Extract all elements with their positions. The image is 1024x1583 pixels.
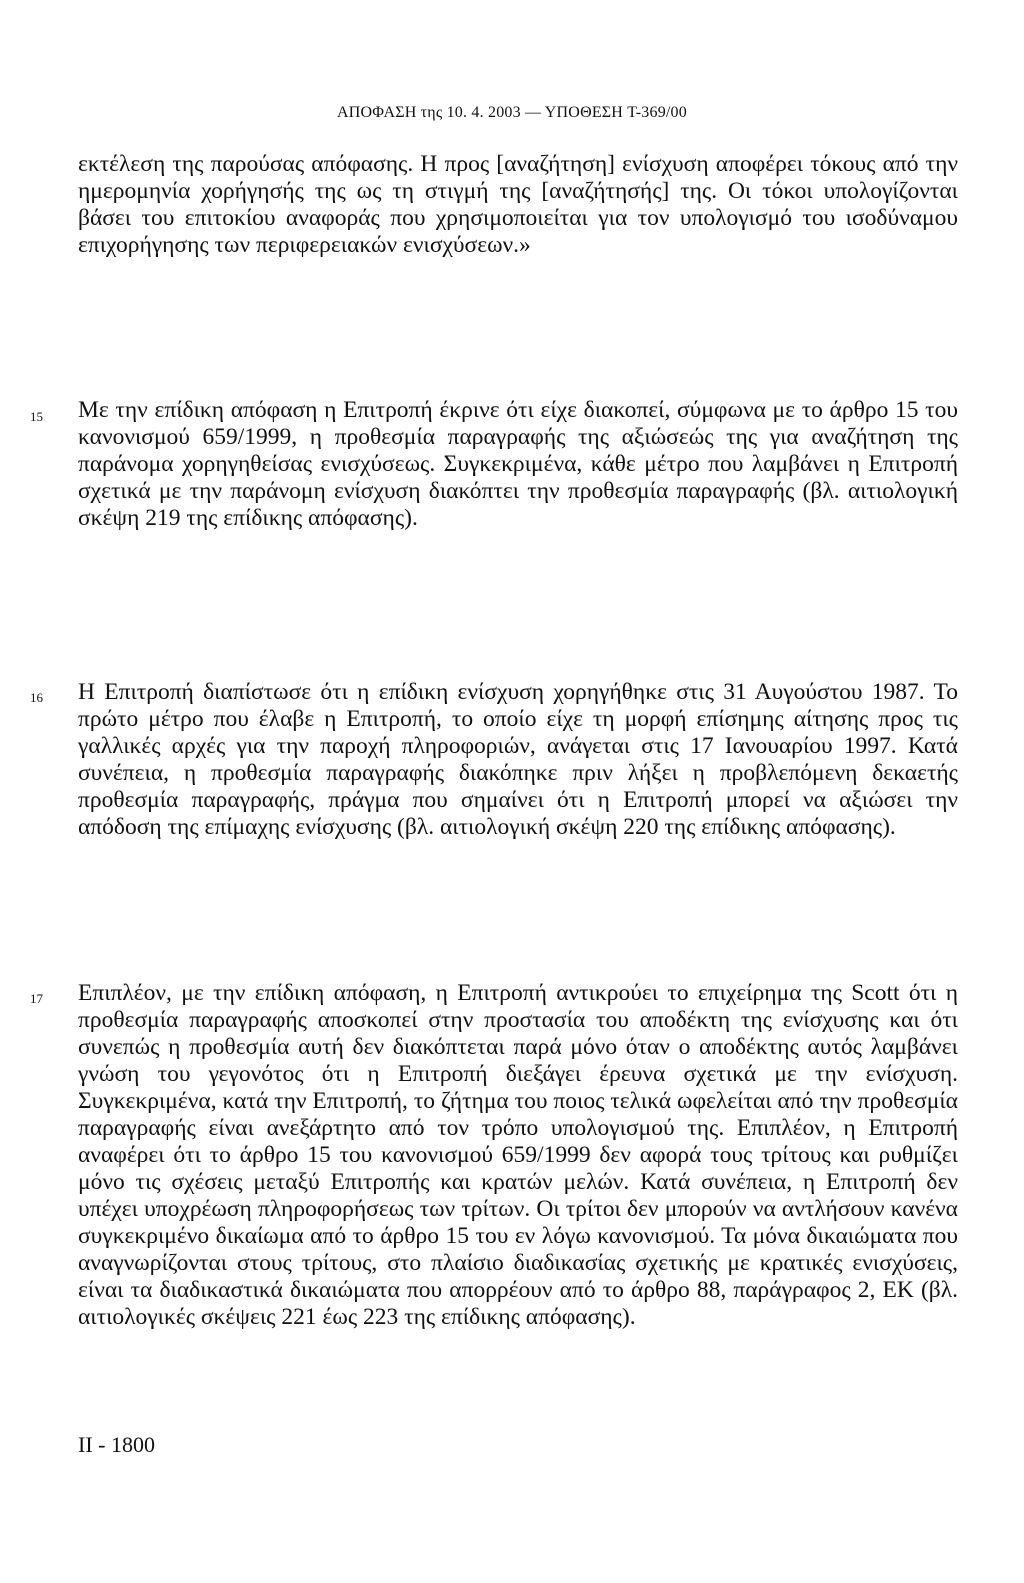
paragraph-17: Επιπλέον, με την επίδικη απόφαση, η Επιτροπή αντικρούει το επιχείρημα της Scott ότι η προθεσμία παραγραφής αποσκοπεί στην προστασία του αποδέκτη της ενίσχυσης και ότι συνεπώς η προθεσμία αυτή δεν διακόπτεται παρά μόνο όταν ο αποδέκτης αυτός λαμβάνει γνώση του γεγονότος ότι η Επιτροπή διεξάγει έρευνα σχετικά με την ενίσχυση. Συγκεκριμένα, κατά την Επιτροπή, το ζήτημα του ποιος τελικά ωφελείται από την προθεσμία παραγραφής είναι ανεξάρτητο από τον τρόπο υπολογισμού της. Επιπλέον, η Επιτροπή αναφέρει ότι το άρθρο 15 του κανονισμού 659/1999 δεν αφορά τους τρίτους και ρυθμίζει μόνο τις σχέσεις μεταξύ Επιτροπής και κρατών μελών. Κατά συνέπεια, η Επιτροπή δεν υπέχει υποχρέωση πληροφορήσεως των τρίτων. Οι τρίτοι δεν μπορούν να αντλήσουν κανένα συγκεκριμένο δικαίωμα από το άρθρο 15 του εν λόγω κανονισμού. Τα μόνα δικαιώματα που αναγνωρίζονται στους τρίτους, στο πλαίσιο διαδικασίας σχετικής με κρατικές ενισχύσεις, είναι τα διαδικαστικά δικαιώματα που απορρέουν από το άρθρο 88, παράγραφος 2, ΕΚ (βλ. αιτιολογικές σκέψεις 221 έως 223 της επίδικης απόφασης). [78, 980, 958, 1330]
paragraph-number: 17 [30, 991, 43, 1006]
paragraph-16: Η Επιτροπή διαπίστωσε ότι η επίδικη ενίσχυση χορηγήθηκε στις 31 Αυγούστου 1987. Το πρώτο μέτρο που έλαβε η Επιτροπή, το οποίο είχε τη μορφή επίσημης αίτησης προς τις γαλλικές αρχές για την παροχή πληροφοριών, ανάγεται στις 17 Ιανουαρίου 1997. Κατά συνέπεια, η προθεσμία παραγραφής διακόπηκε πριν λήξει η προβλεπόμενη δεκαετής προθεσμία παραγραφής, πράγμα που σημαίνει ότι η Επιτροπή μπορεί να αξιώσει την απόδοση της επίμαχης ενίσχυσης (βλ. αιτιολογική σκέψη 220 της επίδικης απόφασης). [78, 679, 958, 840]
paragraph-continuation: εκτέλεση της παρούσας απόφασης. Η προς [αναζήτηση] ενίσχυση αποφέρει τόκους από την ημερομηνία χορήγησής της ως τη στιγμή της [αναζήτησής] της. Οι τόκοι υπολογίζονται βάσει του επιτοκίου αναφοράς που χρησιμοποιείται για τον υπολογισμό του ισοδύναμου επιχορήγησης των περιφερειακών ενισχύσεων.» [78, 151, 958, 258]
page-number: II - 1800 [78, 1432, 155, 1457]
paragraph-15: Με την επίδικη απόφαση η Επιτροπή έκρινε ότι είχε διακοπεί, σύμφωνα με το άρθρο 15 του κανονισμού 659/1999, η προθεσμία παραγραφής της αξιώσεώς της για αναζήτηση της παράνομα χορηγηθείσας ενισχύσεως. Συγκεκριμένα, κάθε μέτρο που λαμβάνει η Επιτροπή σχετικά με την παράνομη ενίσχυση διακόπτει την προθεσμία παραγραφής (βλ. αιτιολογική σκέψη 219 της επίδικης απόφασης). [78, 397, 958, 531]
paragraph-number: 16 [30, 690, 43, 705]
paragraph-number: 15 [30, 409, 43, 424]
running-header: ΑΠΟΦΑΣΗ της 10. 4. 2003 — ΥΠΟΘΕΣΗ T-369/00 [337, 104, 687, 121]
